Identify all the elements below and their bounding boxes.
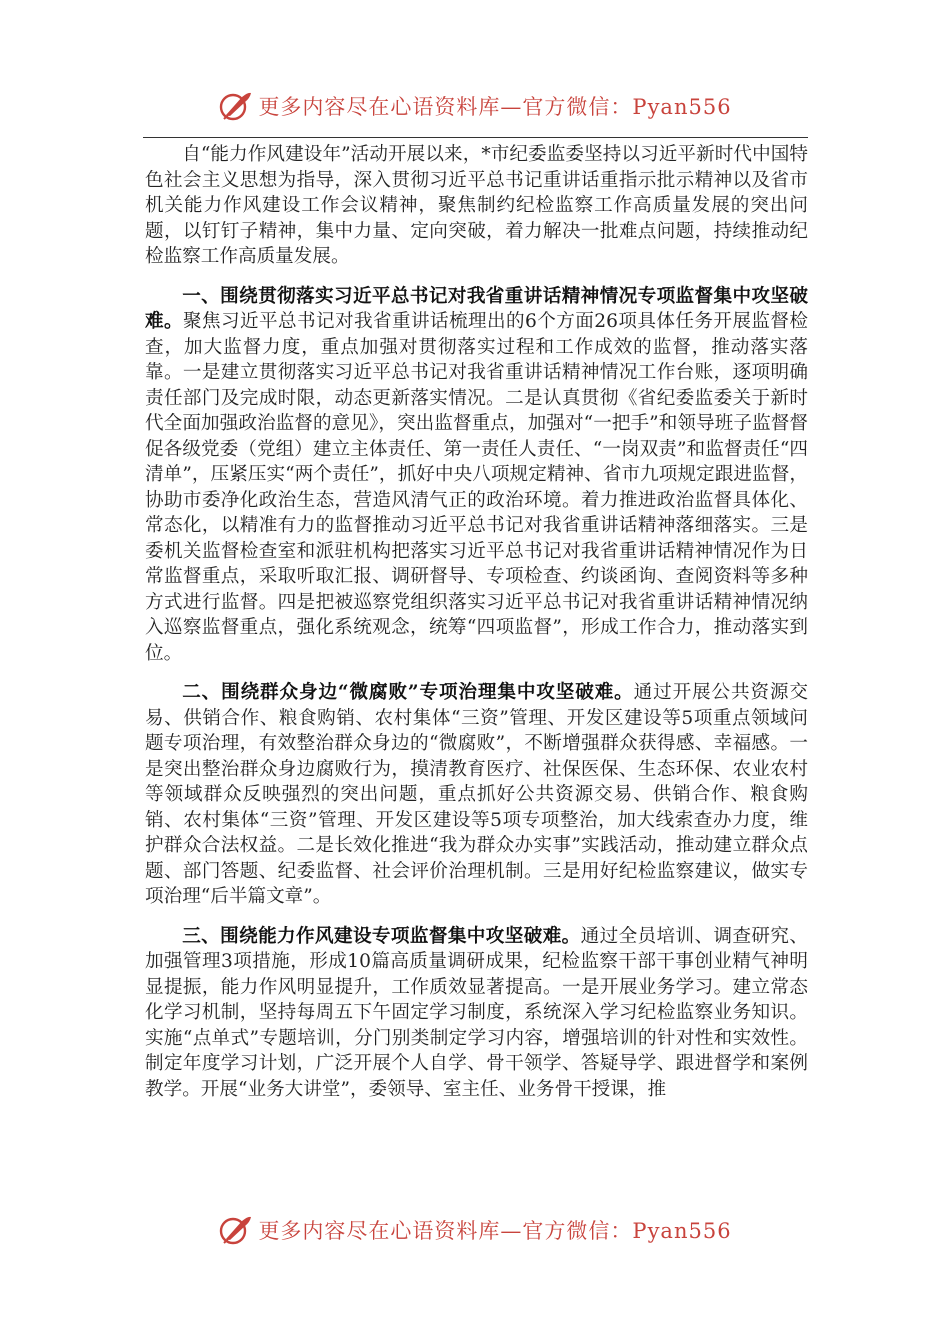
quill-pen-logo-icon <box>218 1213 254 1247</box>
document-body <box>145 142 808 1102</box>
section-heading-1: 一、围绕贯彻落实习近平总书记对我省重讲话精神情况专项监督集中攻坚破难。 <box>145 285 808 332</box>
footer-banner-text: 更多内容尽在心语资料库—官方微信：Pyan556 <box>258 1219 732 1243</box>
section-body-1: 聚焦习近平总书记对我省重讲话梳理出的6个方面26项具体任务开展监督检查，加大监督力度，重点加强对贯彻落实过程和工作成效的监督，推动落实落靠。一是建立贯彻落实习近平总书记对我省重讲话精神情况工作台账，逐项明确责任部门及完成时限，动态更新落实情况。二是认真贯彻《省纪委监委关于新时代全面加强政治监督的意见》，突出监督重点，加强对“一把手”和领导班子监督督促各级党委（党组）建立主体责任、第一责任人责任、“一岗双责”和监督责任“四清单”，压紧压实“两个责任”，抓好中央八项规定精神、省市九项规定跟进监督，协助市委净化政治生态，营造风清气正的政治环境。着力推进政治监督具体化、常态化，以精准有力的监督推动习近平总书记对我省重讲话精神落细落实。三是委机关监督检查室和派驻机构把落实习近平总书记对我省重讲话精神情况作为日常监督重点，采取听取汇报、调研督导、专项检查、约谈函询、查阅资料等多种方式进行监督。四是把被巡察党组织落实习近平总书记对我省重讲话精神情况纳入巡察监督重点，强化系统观念，统筹“四项监督”，形成工作合力，推动落实到位。 <box>145 311 808 664</box>
section-body-3: 通过全员培训、调查研究、加强管理3项措施，形成10篇高质量调研成果，纪检监察干部干事创业精气神明显提振，能力作风明显提升，工作质效显著提高。一是开展业务学习。建立常态化学习机制，坚持每周五下午固定学习制度，系统深入学习纪检监察业务知识。实施“点单式”专题培训，分门别类制定学习内容，增强培训的针对性和实效性。制定年度学习计划，广泛开展个人自学、骨干领学、答疑导学、跟进督学和案例教学。开展“业务大讲堂”，委领导、室主任、业务骨干授课，推 <box>145 925 808 1100</box>
section-body-2: 通过开展公共资源交易、供销合作、粮食购销、农村集体“三资”管理、开发区建设等5项重点领域问题专项治理，有效整治群众身边的“微腐败”，不断增强群众获得感、幸福感。一是突出整治群众身边腐败行为，摸清教育医疗、社保医保、生态环保、农业农村等领域群众反映强烈的突出问题，重点抓好公共资源交易、供销合作、粮食购销、农村集体“三资”管理、开发区建设等5项专项整治，加大线索查办力度，维护群众合法权益。二是长效化推进“我为群众办实事”实践活动，推动建立群众点题、部门答题、纪委监督、社会评价治理机制。三是用好纪检监察建议，做实专项治理“后半篇文章”。 <box>145 682 808 907</box>
section-paragraph-2 <box>145 680 808 910</box>
section-paragraph-3 <box>145 924 808 1103</box>
intro-paragraph: 自“能力作风建设年”活动开展以来，*市纪委监委坚持以习近平新时代中国特色社会主义思想为指导，深入贯彻习近平总书记重讲话重指示批示精神以及省市机关能力作风建设工作会议精神，聚焦制约纪检监察工作高质量发展的突出问题，以钉钉子精神，集中力量、定向突破，着力解决一批难点问题，持续推动纪检监察工作高质量发展。 <box>145 144 808 267</box>
header-divider <box>143 137 808 138</box>
section-paragraph-1 <box>145 284 808 667</box>
header-banner <box>0 86 950 126</box>
header-banner-text: 更多内容尽在心语资料库—官方微信：Pyan556 <box>258 95 732 119</box>
section-heading-2: 二、围绕群众身边“微腐败”专项治理集中攻坚破难。 <box>182 682 634 703</box>
quill-pen-logo-icon <box>218 89 254 123</box>
footer-banner <box>0 1210 950 1250</box>
section-heading-3: 三、围绕能力作风建设专项监督集中攻坚破难。 <box>182 925 581 947</box>
